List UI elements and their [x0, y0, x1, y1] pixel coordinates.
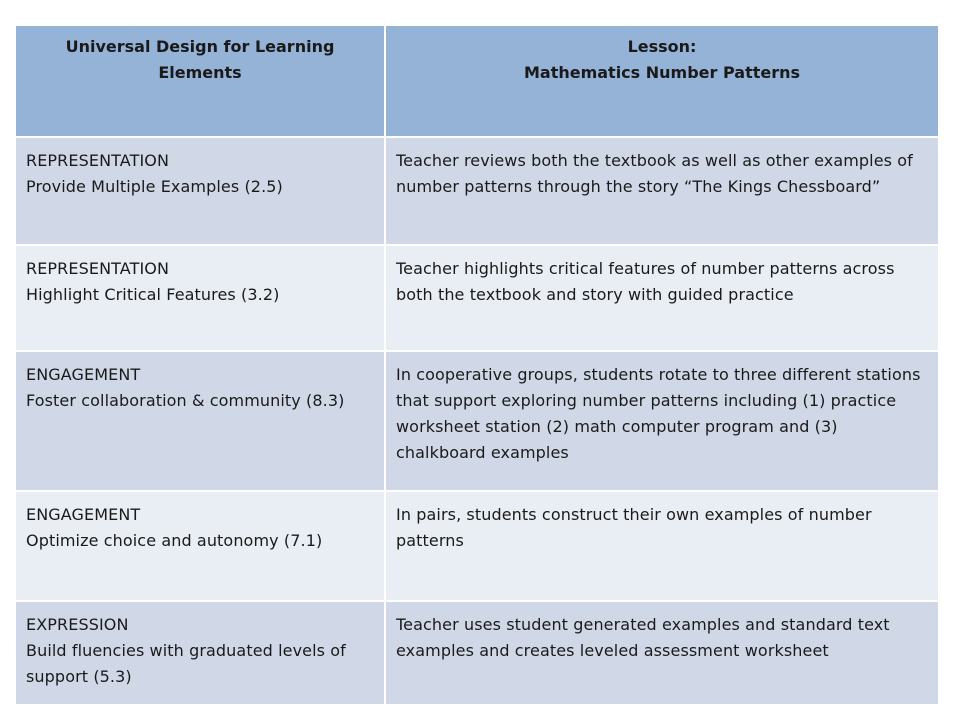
- table-row: [15, 491, 939, 601]
- udl-element: Foster collaboration & community (8.3): [26, 391, 345, 410]
- udl-element: Provide Multiple Examples (2.5): [26, 177, 283, 196]
- table-row: [15, 601, 939, 705]
- header-udl-elements-line1: Universal Design for Learning: [65, 37, 335, 56]
- udl-element: Highlight Critical Features (3.2): [26, 285, 280, 304]
- lesson-text: Teacher uses student generated examples and standard text examples and creates leveled assessment worksheet: [396, 615, 890, 660]
- header-lesson-line2: Mathematics Number Patterns: [523, 63, 801, 82]
- lesson-text: Teacher highlights critical features of number patterns across both the textbook and story with guided practice: [396, 259, 895, 304]
- udl-element-cell: [15, 491, 385, 601]
- lesson-cell: [385, 601, 939, 705]
- table-row: [15, 351, 939, 491]
- lesson-cell: [385, 491, 939, 601]
- udl-element: Build fluencies with graduated levels of support (5.3): [26, 641, 346, 686]
- udl-element-cell: [15, 351, 385, 491]
- table-row: [15, 137, 939, 245]
- lesson-text: In pairs, students construct their own examples of number patterns: [396, 505, 872, 550]
- udl-category: ENGAGEMENT: [26, 505, 141, 524]
- lesson-text: In cooperative groups, students rotate to three different stations that support exploring number patterns including (1) practice worksheet station (2) math computer program and (3) chalkboard examples: [396, 365, 921, 462]
- header-udl-elements: [15, 25, 385, 137]
- lesson-text: Teacher reviews both the textbook as well as other examples of number patterns through the story “The Kings Chessboard”: [396, 151, 913, 196]
- udl-element-cell: [15, 245, 385, 351]
- header-udl-elements-line2: Elements: [158, 63, 242, 82]
- udl-lesson-table: [14, 24, 940, 706]
- udl-category: ENGAGEMENT: [26, 365, 141, 384]
- header-lesson-line1: Lesson:: [627, 37, 697, 56]
- lesson-cell: [385, 245, 939, 351]
- lesson-cell: [385, 137, 939, 245]
- header-row: [15, 25, 939, 137]
- udl-category: REPRESENTATION: [26, 151, 170, 170]
- table-header: [15, 25, 939, 137]
- header-lesson: [385, 25, 939, 137]
- udl-element-cell: [15, 601, 385, 705]
- table-row: [15, 245, 939, 351]
- table-body: [15, 137, 939, 705]
- udl-category: REPRESENTATION: [26, 259, 170, 278]
- udl-element-cell: [15, 137, 385, 245]
- lesson-cell: [385, 351, 939, 491]
- udl-element: Optimize choice and autonomy (7.1): [26, 531, 323, 550]
- udl-category: EXPRESSION: [26, 615, 129, 634]
